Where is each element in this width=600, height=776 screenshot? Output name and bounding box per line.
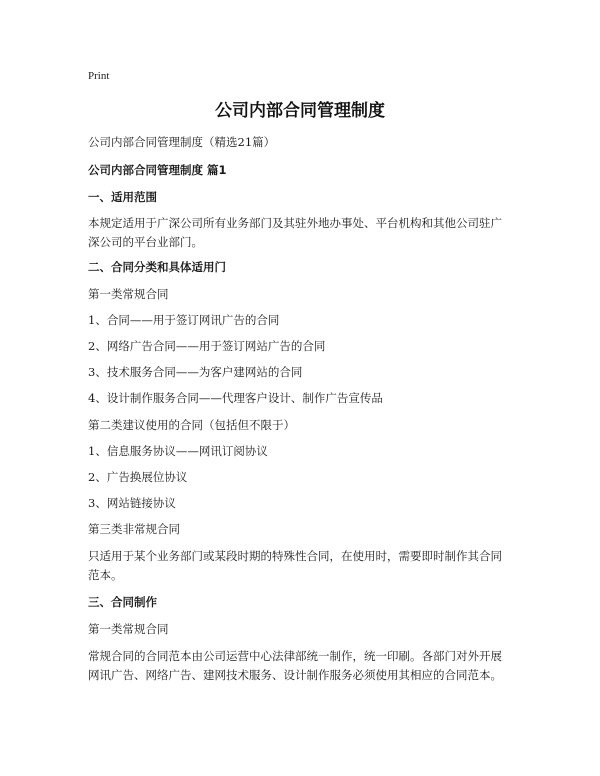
type3-label: 第三类非常规合同 — [88, 522, 180, 536]
page-title: 公司内部合同管理制度 — [215, 101, 385, 121]
section1-heading: 一、适用范围 — [88, 190, 157, 204]
type3-text-line2: 范本。 — [88, 568, 123, 582]
section3-text-line2: 网讯广告、网络广告、建网技术服务、设计制作服务必须使用其相应的合同范本。 — [88, 668, 502, 682]
type2-item-2: 2、广告换展位协议 — [88, 470, 188, 484]
article-title: 公司内部合同管理制度 篇1 — [88, 163, 227, 177]
type3-text-line1: 只适用于某个业务部门或某段时期的特殊性合同，在使用时，需要即时制作其合同 — [88, 549, 502, 563]
type1-label: 第一类常规合同 — [88, 287, 169, 301]
section3-text-line1: 常规合同的合同范本由公司运营中心法律部统一制作，统一印刷。各部门对外开展 — [88, 649, 502, 663]
type2-item-1: 1、信息服务协议——网讯订阅协议 — [88, 444, 268, 458]
type1-item-4: 4、设计制作服务合同——代理客户设计、制作广告宣传品 — [88, 391, 383, 405]
type2-label: 第二类建议使用的合同（包括但不限于） — [88, 418, 295, 432]
section1-text-line2: 深公司的平台业部门。 — [88, 235, 203, 249]
type1-item-2: 2、网络广告合同——用于签订网站广告的合同 — [88, 339, 326, 353]
type1-item-1: 1、合同——用于签订网讯广告的合同 — [88, 313, 280, 327]
section2-heading: 二、合同分类和具体适用门 — [88, 260, 226, 274]
print-label: Print — [88, 70, 110, 82]
section3-type1-label: 第一类常规合同 — [88, 622, 169, 636]
section1-text-line1: 本规定适用于广深公司所有业务部门及其驻外地办事处、平台机构和其他公司驻广 — [88, 216, 502, 230]
type2-item-3: 3、网站链接协议 — [88, 496, 176, 510]
type1-item-3: 3、技术服务合同——为客户建网站的合同 — [88, 365, 303, 379]
section3-heading: 三、合同制作 — [88, 595, 157, 609]
subtitle: 公司内部合同管理制度（精选21篇） — [88, 135, 276, 149]
